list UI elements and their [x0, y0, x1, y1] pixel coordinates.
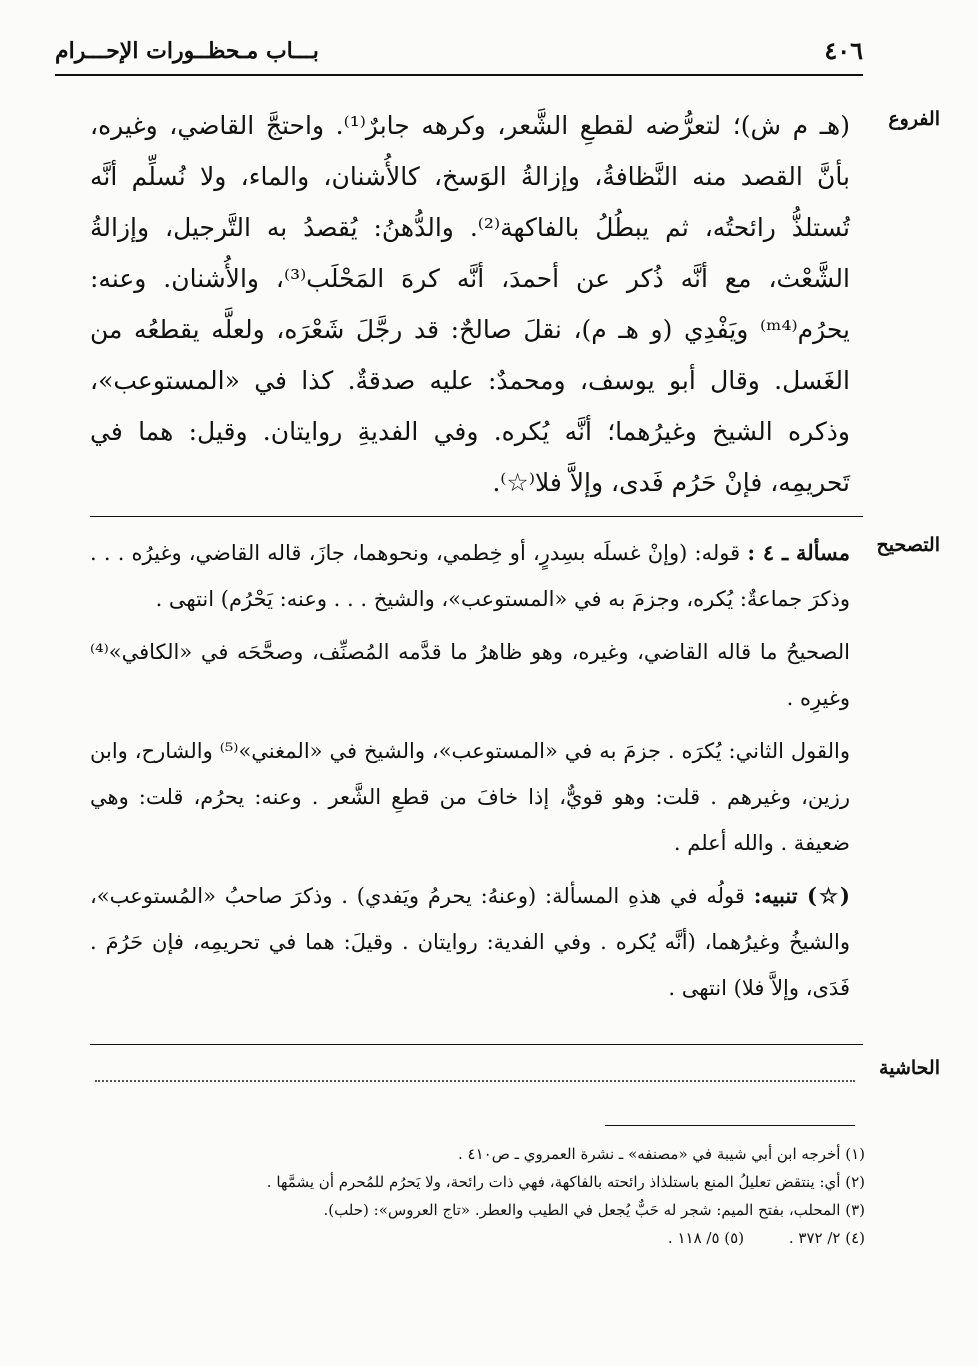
page-header: [55, 36, 863, 70]
tashih-section: [90, 530, 850, 1018]
footnote-4: (٤) ٢/ ٣٧٢ .: [788, 1229, 865, 1247]
footnote-1: (١) أخرجه ابن أبي شيبة في «مصنفه» ـ نشرة العمروي ـ ص٤١٠ .: [458, 1145, 865, 1163]
mas-ala-heading: مسألة ـ ٤ :: [747, 540, 850, 565]
footnote-2: (٢) أي: ينتقض تعليلُ المنع باستلذاذ رائحته بالفاكهة، فهي ذات رائحة، ولا يَحرُم للمُحرم أن يشمَّها .: [266, 1173, 865, 1191]
label-tashih: التصحيح: [876, 534, 940, 556]
footnote-5: (٥) ٥/ ١١٨ .: [667, 1229, 745, 1247]
tashih-p1-text: قوله: (وإنْ غسلَه بسِدرٍ، أو خِطمي، ونحوهما، جازَ، قاله القاضي، وغيرُه . . . وذكرَ جماعةٌ: يُكره، وجزمَ به في «المستوعب»، والشيخ . . . وعنه: يَحْرُم) انتهى .: [90, 541, 850, 611]
tashih-paragraph-3: والقول الثاني: يُكرَه . جزمَ به في «المستوعب»، والشيخ في «المغني»⁽⁵⁾ والشارح، وابن رزين، وغيرهم . قلت: وهو قويٌّ، إذا خافَ من قطعِ الشَّعر . وعنه: يحرُم، قلت: وهي ضعيفة . والله أعلم .: [90, 739, 850, 855]
running-title: بـــاب مـحظــورات الإحـــرام: [55, 38, 319, 64]
section-divider-2: [90, 1044, 863, 1045]
footnote-rule: [605, 1125, 855, 1126]
footnotes: [160, 1140, 865, 1252]
furu-section: [90, 100, 850, 508]
tanbih-heading: (☆) تنبيه:: [753, 883, 850, 908]
tashih-paragraph-1: [90, 530, 850, 622]
furu-text: (هـ م ش)؛ لتعرُّضه لقطعِ الشَّعر، وكرهه جابرٌ⁽¹⁾. واحتجَّ القاضي، وغيره، بأنَّ القصد منه النَّظافةُ، وإزالةُ الوَسخ، كالأُشنان، والماء، ولا نُسلِّم أنَّه تُستلذُّ رائحتُه، ثم يبطُلُ بالفاكهة⁽²⁾. والدُّهنُ: يُقصدُ به التَّرجيل، وإزالةُ الشَّعْث، مع أنَّه ذُكر عن أحمدَ، أنَّه كرهَ المَحْلَب⁽³⁾، والأُشنان. وعنه: يحرُم⁽ᵐ⁴⁾ ويَفْدِي (و هـ م)، نقلَ صالحٌ: قد رجَّلَ شَعْرَه، ولعلَّه يقطعُه من الغَسل. وقال أبو يوسف، ومحمدٌ: عليه صدقةٌ. كذا في «المستوعب»، وذكره الشيخ وغيرُهما؛ أنَّه يُكره. وفي الفديةِ روايتان. وقيل: هما في تَحريمِه، فإنْ حَرُم فَدى، وإلاَّ فلا⁽☆⁾.: [90, 111, 850, 497]
label-furu: الفروع: [888, 108, 940, 130]
section-divider-1: [90, 516, 863, 517]
label-hashiya: الحاشية: [879, 1057, 940, 1079]
tashih-paragraph-2: الصحيحُ ما قاله القاضي، وغيره، وهو ظاهرُ ما قدَّمه المُصنِّف، وصحَّحَه في «الكافي»⁽⁴⁾ وغيرِه .: [90, 640, 850, 710]
tashih-paragraph-4: [90, 873, 850, 1011]
tashih-p4-text: قولُه في هذهِ المسألة: (وعنهُ: يحرمُ ويَفدي) . وذكرَ صاحبُ «المُستوعب»، والشيخُ وغيرُهما، (أنَّه يُكره . وفي الفدية: روايتان . وقيلَ: هما في تحريمِه، فإن حَرُمَ . فَدَى، وإلاَّ فلا) انتهى .: [90, 884, 850, 1000]
header-rule: [55, 74, 863, 76]
footnote-row-4-5: [160, 1224, 865, 1252]
hashiya-dotted-line: [95, 1064, 855, 1082]
page-number: ٤٠٦: [824, 36, 863, 65]
footnote-3: (٣) المحلب، بفتح الميم: شجر له حَبٌّ يُجعل في الطيب والعطر. «تاج العروس»: (حلب).: [323, 1201, 865, 1219]
